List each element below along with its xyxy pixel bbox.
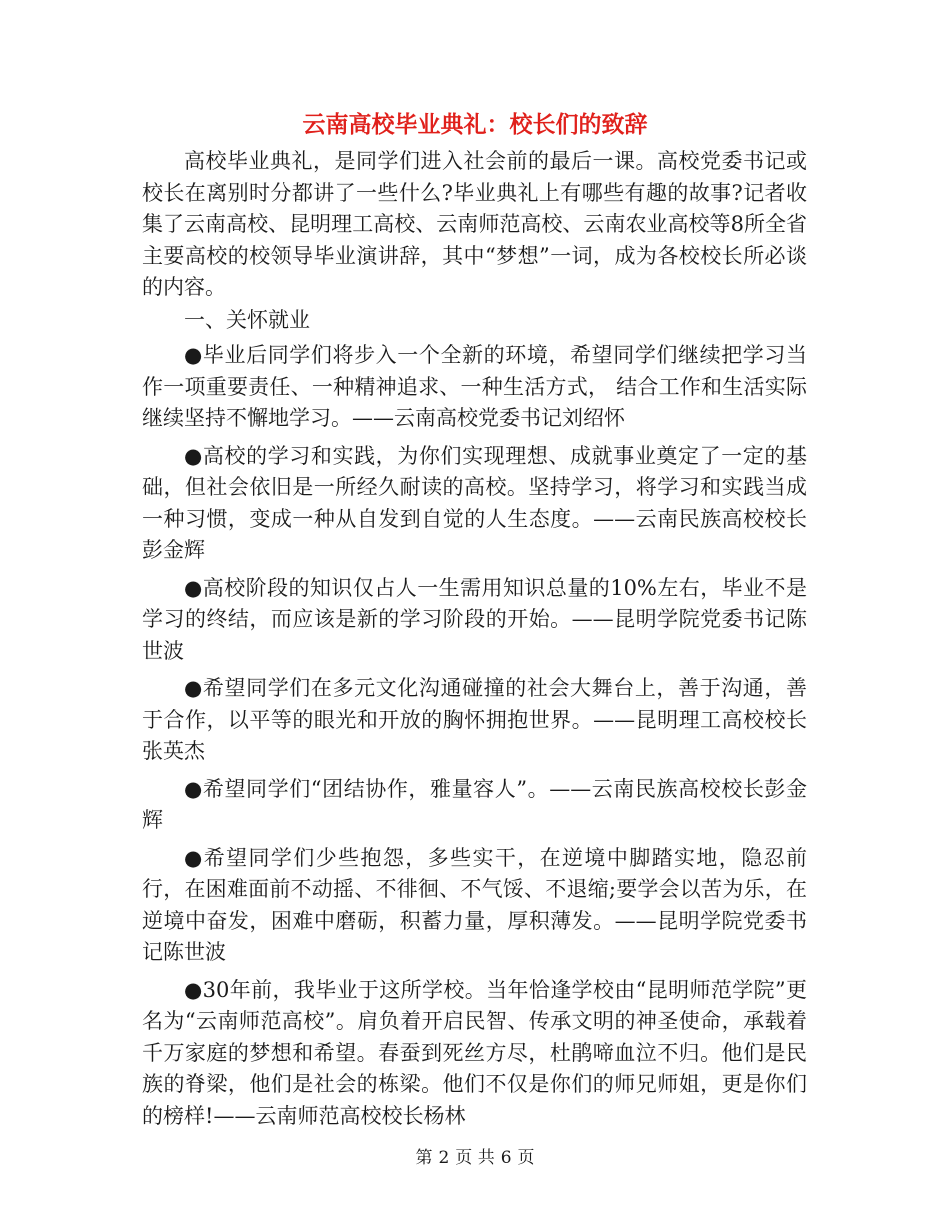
document-title: 云南高校毕业典礼：校长们的致辞	[302, 111, 648, 138]
quote-paragraph: ●30年前，我毕业于这所学校。当年恰逢学校由“昆明师范学院”更名为“云南师范高校”。肩负着开启民智、传承文明的神圣使命，承载着千万家庭的梦想和希望。春蚕到死丝方尽，杜鹃啼血泣不归。他们是民族的脊梁，他们是社会的栋梁。他们不仅是你们的师兄师姐，更是你们的榜样!——云南师范高校校长杨林	[142, 977, 807, 1128]
page-footer	[0, 1146, 950, 1170]
total-pages-number: 6	[500, 1148, 512, 1168]
current-page-number: 2	[438, 1148, 450, 1168]
intro-paragraph: 高校毕业典礼，是同学们进入社会前的最后一课。高校党委书记或校长在离别时分都讲了一些什么?毕业典礼上有哪些有趣的故事?记者收集了云南高校、昆明理工高校、云南师范高校、云南农业高校等8所全省主要高校的校领导毕业演讲辞，其中“梦想”一词，成为各校校长所必谈的内容。	[142, 149, 807, 299]
quote-paragraph: ●高校的学习和实践，为你们实现理想、成就事业奠定了一定的基础，但社会依旧是一所经久耐读的高校。坚持学习，将学习和实践当成一种习惯，变成一种从自发到自觉的人生态度。——云南民族高校校长彭金辉	[142, 443, 807, 562]
quote-paragraph: ●希望同学们少些抱怨，多些实干，在逆境中脚踏实地，隐忍前行，在困难面前不动摇、不徘徊、不气馁、不退缩;要学会以苦为乐，在逆境中奋发，困难中磨砺，积蓄力量，厚积薄发。——昆明学院党委书记陈世波	[142, 845, 807, 964]
document-body	[142, 146, 807, 1138]
footer-middle: 页 共	[455, 1148, 495, 1168]
quote-paragraph: ●高校阶段的知识仅占人一生需用知识总量的10%左右，毕业不是学习的终结，而应该是新的学习阶段的开始。——昆明学院党委书记陈世波	[142, 575, 807, 663]
footer-suffix: 页	[517, 1148, 535, 1168]
quote-paragraph: ●毕业后同学们将步入一个全新的环境，希望同学们继续把学习当作一项重要责任、一种精神追求、一种生活方式， 结合工作和生活实际继续坚持不懈地学习。——云南高校党委书记刘绍怀	[142, 343, 807, 430]
quote-paragraph: ●希望同学们在多元文化沟通碰撞的社会大舞台上，善于沟通，善于合作，以平等的眼光和开放的胸怀拥抱世界。——昆明理工高校校长张英杰	[142, 676, 807, 763]
quote-paragraph: ●希望同学们“团结协作，雅量容人”。——云南民族高校校长彭金辉	[142, 776, 807, 832]
section-heading: 一、关怀就业	[184, 307, 310, 332]
footer-prefix: 第	[415, 1148, 433, 1168]
